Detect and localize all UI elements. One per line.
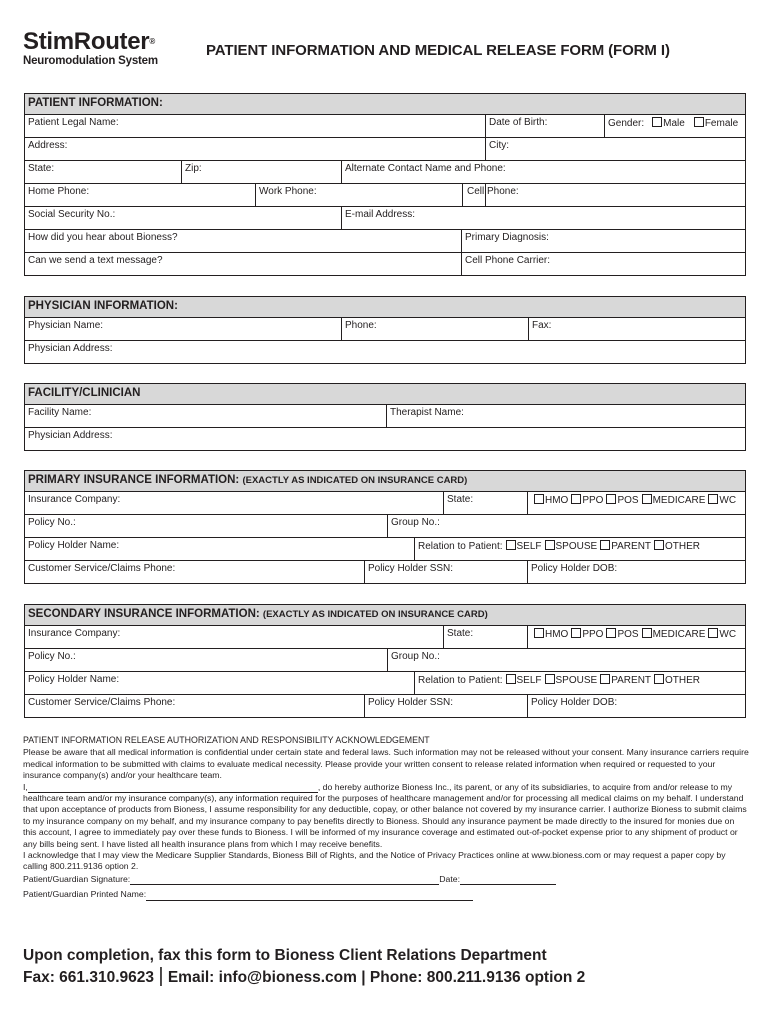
city-field[interactable]: City: xyxy=(486,138,746,161)
female-label: Female xyxy=(704,118,739,129)
secondary-insurance-note: (EXACTLY AS INDICATED ON INSURANCE CARD) xyxy=(262,609,488,620)
facility-clinician-section xyxy=(24,383,746,451)
pos-label: POS xyxy=(617,629,639,640)
physician-section-heading: PHYSICIAN INFORMATION: xyxy=(25,297,746,318)
primary-insurance-heading xyxy=(25,471,746,492)
secondary-self-checkbox[interactable] xyxy=(506,674,516,684)
medicare-label: MEDICARE xyxy=(652,495,706,506)
pos-label: POS xyxy=(617,495,639,506)
wc-label: WC xyxy=(719,629,737,640)
social-security-field[interactable]: Social Security No.: xyxy=(25,207,342,230)
primary-pos-checkbox[interactable] xyxy=(606,494,616,504)
ppo-label: PPO xyxy=(582,629,604,640)
spouse-label: SPOUSE xyxy=(555,541,598,552)
primary-parent-checkbox[interactable] xyxy=(600,540,610,550)
footer-line1: Upon completion, fax this form to Bioness Client Relations Department xyxy=(23,947,547,964)
date-of-birth-field[interactable]: Date of Birth: xyxy=(486,115,605,138)
primary-hmo-checkbox[interactable] xyxy=(534,494,544,504)
release-authorization xyxy=(23,735,750,901)
secondary-relation-group xyxy=(415,672,746,695)
primary-holder-dob-field[interactable]: Policy Holder DOB: xyxy=(528,561,746,584)
secondary-claims-phone-field[interactable]: Customer Service/Claims Phone: xyxy=(25,695,365,718)
cell-phone-label: Cell Phone: xyxy=(467,186,519,197)
authorization-i: I, xyxy=(23,781,28,792)
signature-row xyxy=(23,874,750,885)
medicare-label: MEDICARE xyxy=(652,629,706,640)
self-label: SELF xyxy=(516,675,542,686)
male-label: Male xyxy=(663,118,685,129)
primary-policy-no-field[interactable]: Policy No.: xyxy=(25,515,388,538)
patient-section-heading: PATIENT INFORMATION: xyxy=(25,94,746,115)
primary-diagnosis-field[interactable]: Primary Diagnosis: xyxy=(462,230,746,253)
footer-contact-line xyxy=(23,966,750,988)
relation-label: Relation to Patient: xyxy=(418,675,503,686)
physician-name-field[interactable]: Physician Name: xyxy=(25,318,342,341)
authorizer-name-line[interactable] xyxy=(28,783,318,793)
ppo-label: PPO xyxy=(582,495,604,506)
parent-label: PARENT xyxy=(611,541,652,552)
secondary-hmo-checkbox[interactable] xyxy=(534,628,544,638)
primary-group-no-field[interactable]: Group No.: xyxy=(388,515,746,538)
secondary-other-checkbox[interactable] xyxy=(654,674,664,684)
secondary-group-no-field[interactable]: Group No.: xyxy=(388,649,746,672)
patient-information-section xyxy=(24,93,746,276)
secondary-medicare-checkbox[interactable] xyxy=(642,628,652,638)
patient-legal-name-field[interactable]: Patient Legal Name: xyxy=(25,115,486,138)
hmo-label: HMO xyxy=(545,495,569,506)
secondary-insurance-section xyxy=(24,604,746,718)
secondary-wc-checkbox[interactable] xyxy=(708,628,718,638)
therapist-name-field[interactable]: Therapist Name: xyxy=(387,405,746,428)
footer-fax: Fax: 661.310.9623 xyxy=(23,969,154,986)
logo-wordmark: StimRouter xyxy=(23,28,150,55)
gender-label: Gender: xyxy=(608,118,645,129)
release-title: PATIENT INFORMATION RELEASE AUTHORIZATION AND RESPONSIBILITY ACKNOWLEDGEMENT xyxy=(23,735,430,745)
hmo-label: HMO xyxy=(545,629,569,640)
secondary-holder-dob-field[interactable]: Policy Holder DOB: xyxy=(528,695,746,718)
primary-ppo-checkbox[interactable] xyxy=(571,494,581,504)
date-label: Date: xyxy=(439,873,460,884)
signature-label: Patient/Guardian Signature: xyxy=(23,873,131,884)
primary-other-checkbox[interactable] xyxy=(654,540,664,550)
text-message-field[interactable]: Can we send a text message? xyxy=(25,253,462,276)
spouse-label: SPOUSE xyxy=(555,675,598,686)
form-title: PATIENT INFORMATION AND MEDICAL RELEASE FORM (FORM I) xyxy=(206,42,670,59)
physician-information-section xyxy=(24,296,746,364)
printed-name-row xyxy=(23,889,750,900)
facility-section-heading: FACILITY/CLINICIAN xyxy=(25,384,746,405)
footer-separator: | xyxy=(361,969,366,986)
primary-holder-ssn-field[interactable]: Policy Holder SSN: xyxy=(365,561,528,584)
work-phone-field[interactable]: Work Phone: xyxy=(256,184,486,207)
state-field[interactable]: State: xyxy=(25,161,182,184)
primary-insurance-section xyxy=(24,470,746,584)
address-field[interactable]: Address: xyxy=(25,138,486,161)
physician-address-field[interactable]: Physician Address: xyxy=(25,341,746,364)
alternate-contact-field[interactable]: Alternate Contact Name and Phone: xyxy=(342,161,746,184)
release-paragraph-acknowledgement: I acknowledge that I may view the Medicare Supplier Standards, Bioness Bill of Rights, and the Notice of Privacy Practices online at www.bioness.com or may request a paper copy by calling 800.211.9136 option 2. xyxy=(23,850,726,872)
cell-phone-field[interactable] xyxy=(467,184,746,207)
secondary-plan-type-group xyxy=(528,626,746,649)
signature-line[interactable] xyxy=(130,875,439,885)
secondary-holder-name-field[interactable]: Policy Holder Name: xyxy=(25,672,415,695)
footer-phone: Phone: 800.211.9136 option 2 xyxy=(369,969,586,986)
release-paragraph-authorization xyxy=(23,782,750,850)
secondary-insurance-company-field[interactable]: Insurance Company: xyxy=(25,626,444,649)
printed-name-label: Patient/Guardian Printed Name: xyxy=(23,889,147,900)
parent-label: PARENT xyxy=(611,675,652,686)
primary-spouse-checkbox[interactable] xyxy=(545,540,555,550)
gender-field[interactable] xyxy=(605,115,746,138)
cell-carrier-field[interactable]: Cell Phone Carrier: xyxy=(462,253,746,276)
primary-wc-checkbox[interactable] xyxy=(708,494,718,504)
secondary-ppo-checkbox[interactable] xyxy=(571,628,581,638)
physician-phone-field[interactable]: Phone: xyxy=(342,318,529,341)
logo-subtitle: Neuromodulation System xyxy=(23,55,158,67)
footer-email: Email: info@bioness.com xyxy=(167,969,357,986)
relation-label: Relation to Patient: xyxy=(418,541,503,552)
primary-self-checkbox[interactable] xyxy=(506,540,516,550)
printed-name-line[interactable] xyxy=(146,891,473,901)
secondary-spouse-checkbox[interactable] xyxy=(545,674,555,684)
facility-name-field[interactable]: Facility Name: xyxy=(25,405,387,428)
secondary-policy-no-field[interactable]: Policy No.: xyxy=(25,649,388,672)
primary-state-field[interactable]: State: xyxy=(444,492,528,515)
facility-physician-address-field[interactable]: Physician Address: xyxy=(25,428,746,451)
stimrouter-logo xyxy=(23,30,158,67)
wc-label: WC xyxy=(719,495,737,506)
other-label: OTHER xyxy=(665,675,701,686)
male-checkbox[interactable] xyxy=(652,117,662,127)
footer-separator: | xyxy=(158,965,164,987)
secondary-insurance-title: SECONDARY INSURANCE INFORMATION: xyxy=(28,608,260,620)
female-checkbox[interactable] xyxy=(694,117,704,127)
secondary-holder-ssn-field[interactable]: Policy Holder SSN: xyxy=(365,695,528,718)
primary-insurance-note: (EXACTLY AS INDICATED ON INSURANCE CARD) xyxy=(242,475,468,486)
secondary-pos-checkbox[interactable] xyxy=(606,628,616,638)
primary-insurance-title: PRIMARY INSURANCE INFORMATION: xyxy=(28,474,240,486)
footer-instructions xyxy=(23,946,750,988)
primary-plan-type-group xyxy=(528,492,746,515)
primary-claims-phone-field[interactable]: Customer Service/Claims Phone: xyxy=(25,561,365,584)
release-paragraph-confidentiality: Please be aware that all medical information is confidential under certain state and federal laws. Such information may not be released without your consent. Many insurance carriers require medical information to be submitted with claims to evaluate medical necessity. Please provide your written consent to release related information when required or requested to your insurance company(s) and/or your healthcare team. xyxy=(23,747,749,781)
primary-relation-group xyxy=(415,538,746,561)
hear-about-bioness-field[interactable]: How did you hear about Bioness? xyxy=(25,230,462,253)
primary-insurance-company-field[interactable]: Insurance Company: xyxy=(25,492,444,515)
self-label: SELF xyxy=(516,541,542,552)
other-label: OTHER xyxy=(665,541,701,552)
date-line[interactable] xyxy=(460,875,556,885)
email-address-field[interactable]: E-mail Address: xyxy=(342,207,746,230)
primary-holder-name-field[interactable]: Policy Holder Name: xyxy=(25,538,415,561)
home-phone-field[interactable]: Home Phone: xyxy=(25,184,256,207)
secondary-parent-checkbox[interactable] xyxy=(600,674,610,684)
physician-fax-field[interactable]: Fax: xyxy=(529,318,746,341)
secondary-insurance-heading xyxy=(25,605,746,626)
authorization-text: , do hereby authorize Bioness Inc., its parent, or any of its subsidiaries, to acquire from and/or release to my healthcare team and/or my insurance company(s), any information required for the purposes of healthcare management and/or for processing all medical claims on my behalf. I understand that upon acceptance of products from Bioness, I assume responsibility for any deductible, copay, or other balance not covered by my insurance carrier. I authorize Bioness to submit claims to my insurance company on my behalf, and my insurance company to pay benefits directly to Bioness. Should any insurance payment be made directly to the insured for monies due on this account, I agree to immediately pay over these funds to Bioness. I will be informed of my insurance coverage and estimated out-of-pocket expense prior to any shipment of product or any bills being sent. I have listed all health insurance plans from which I may receive benefits. xyxy=(23,781,747,849)
primary-medicare-checkbox[interactable] xyxy=(642,494,652,504)
secondary-state-field[interactable]: State: xyxy=(444,626,528,649)
registered-mark: ® xyxy=(149,37,155,46)
zip-field[interactable]: Zip: xyxy=(182,161,342,184)
